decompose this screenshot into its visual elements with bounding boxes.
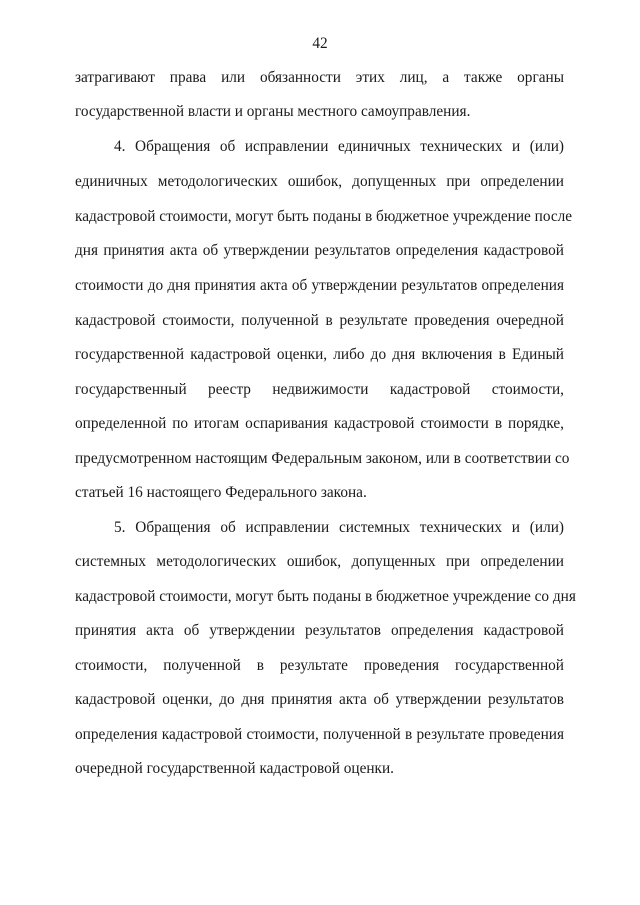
text-line: стоимости до дня принятия акта об утверждении результатов определения [75,277,564,294]
text-line: кадастровой стоимости, могут быть поданы в бюджетное учреждение со дня [75,588,576,605]
page-number: 42 [312,35,328,52]
paragraph-4-start: 4. Обращения об исправлении единичных технических и (или) [114,138,564,155]
text-line: единичных методологических ошибок, допущенных при определении [75,173,564,190]
text-line: дня принятия акта об утверждении результатов определения кадастровой [75,242,564,259]
text-line: кадастровой оценки, до дня принятия акта об утверждении результатов [75,691,564,708]
text-line: предусмотренном настоящим Федеральным законом, или в соответствии со [75,450,570,467]
text-line: государственной власти и органы местного самоуправления. [75,103,471,120]
text-line: государственный реестр недвижимости кадастровой стоимости, [75,381,564,398]
text-line: государственной кадастровой оценки, либо до дня включения в Единый [75,346,564,363]
text-line: затрагивают права или обязанности этих лиц, а также органы [75,69,564,86]
text-line: принятия акта об утверждении результатов определения кадастровой [75,622,564,639]
text-line: стоимости, полученной в результате проведения государственной [75,657,564,674]
text-line: кадастровой стоимости, могут быть поданы в бюджетное учреждение после [75,208,573,225]
text-line: очередной государственной кадастровой оценки. [75,760,394,777]
text-line: определения кадастровой стоимости, полученной в результате проведения [75,726,564,743]
text-line: кадастровой стоимости, полученной в результате проведения очередной [75,312,564,329]
text-line: системных методологических ошибок, допущенных при определении [75,553,564,570]
text-line: определенной по итогам оспаривания кадастровой стоимости в порядке, [75,415,564,432]
text-line: статьей 16 настоящего Федерального закона. [75,484,367,501]
paragraph-5-start: 5. Обращения об исправлении системных технических и (или) [114,519,564,536]
